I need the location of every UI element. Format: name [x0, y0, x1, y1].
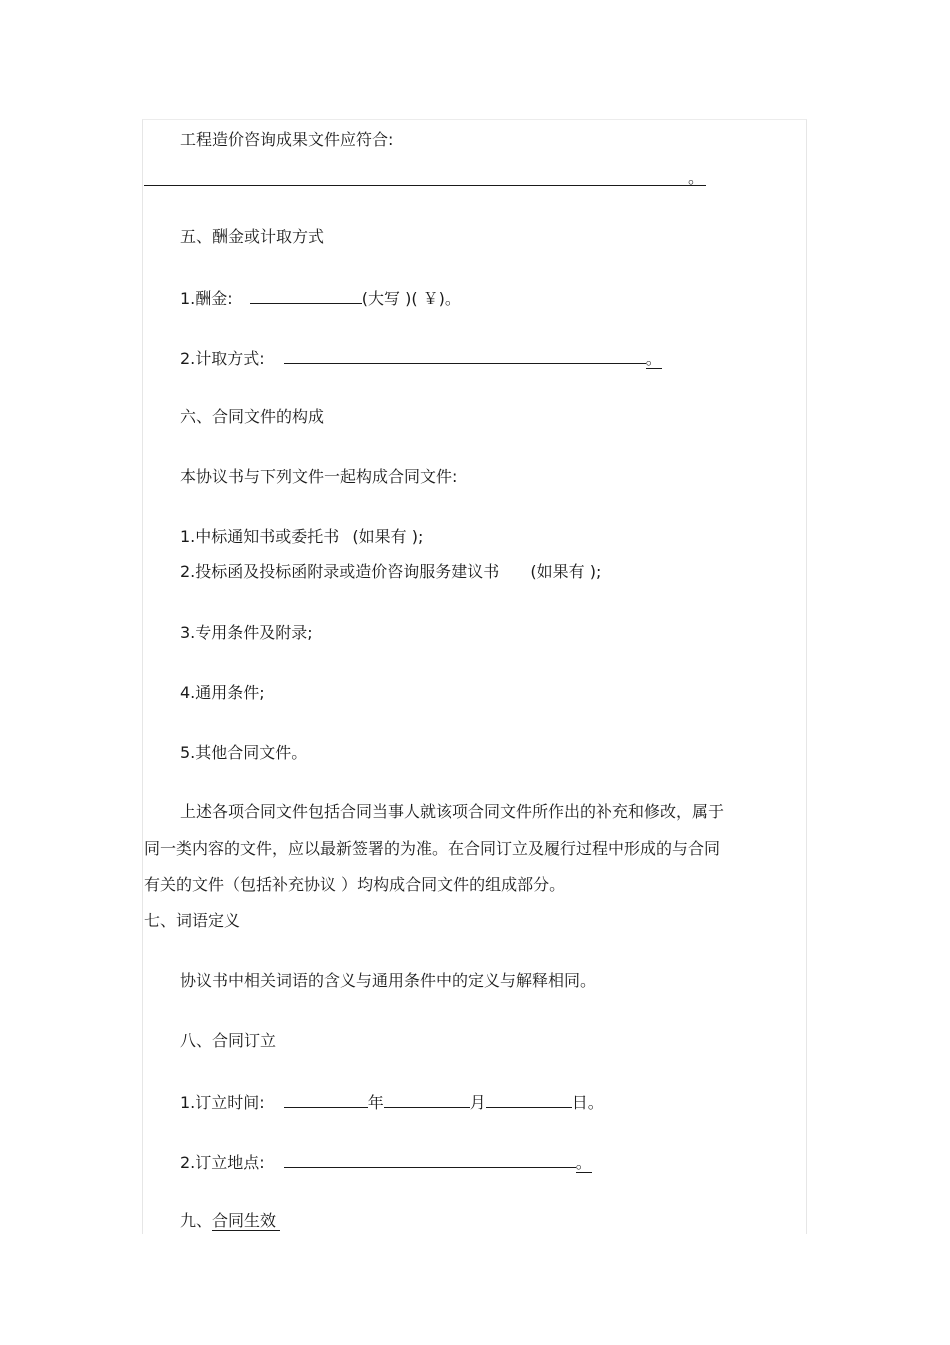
section-7-text: 协议书中相关词语的含义与通用条件中的定义与解释相同。 [180, 971, 597, 990]
sign-time-label: 1.订立时间: [180, 1093, 265, 1112]
list-item-2 [180, 562, 601, 582]
place-end: 。 [575, 1153, 592, 1172]
conformance-blank[interactable] [144, 166, 706, 186]
fee-blank[interactable] [250, 287, 362, 304]
section-7-title: 七、词语定义 [144, 911, 241, 930]
list-item-4: 4.通用条件; [180, 683, 265, 702]
day-label: 日。 [571, 1093, 604, 1112]
paragraph-line-2: 同一类内容的文件，应以最新签署的为准。在合同订立及履行过程中形成的与合同 [144, 839, 721, 858]
month-blank[interactable] [384, 1091, 470, 1108]
sign-place-line [180, 1151, 592, 1173]
list-item-2-note: (如果有 ); [530, 562, 602, 581]
month-label: 月 [469, 1093, 486, 1112]
year-blank[interactable] [284, 1091, 368, 1108]
conformance-line: 工程造价咨询成果文件应符合: [180, 130, 394, 149]
calc-end: 。 [645, 349, 662, 368]
section-8-title: 八、合同订立 [180, 1031, 277, 1050]
section-6-title: 六、合同文件的构成 [180, 407, 325, 426]
day-blank[interactable] [486, 1091, 572, 1108]
sign-place-label: 2.订立地点: [180, 1153, 265, 1172]
conformance-end: 。 [687, 168, 704, 187]
list-item-1-text: 1.中标通知书或委托书 [180, 527, 340, 546]
section-9-prefix: 九、 [180, 1211, 213, 1230]
list-item-1 [180, 527, 423, 547]
paragraph-line-1: 上述各项合同文件包括合同当事人就该项合同文件所作出的补充和修改，属于 [180, 802, 725, 821]
list-item-5: 5.其他合同文件。 [180, 743, 308, 762]
fee-label: 1.酬金: [180, 289, 233, 308]
section-9-name: 合同生效 [212, 1211, 280, 1231]
section-6-intro: 本协议书与下列文件一起构成合同文件: [180, 467, 458, 486]
section-9-title [180, 1211, 280, 1231]
fee-suffix: (大写 )( ￥)。 [361, 289, 461, 308]
list-item-1-note: (如果有 ); [352, 527, 424, 546]
place-blank[interactable] [284, 1151, 576, 1168]
fee-line [180, 287, 461, 309]
paragraph-line-3: 有关的文件（包括补充协议 ）均构成合同文件的组成部分。 [144, 875, 566, 894]
sign-time-line [180, 1091, 604, 1113]
list-item-2-text: 2.投标函及投标函附录或造价咨询服务建议书 [180, 562, 500, 581]
calc-line [180, 347, 662, 369]
calc-label: 2.计取方式: [180, 349, 265, 368]
year-label: 年 [367, 1093, 384, 1112]
calc-blank[interactable] [284, 347, 646, 364]
list-item-3: 3.专用条件及附录; [180, 623, 313, 642]
section-5-title: 五、酬金或计取方式 [180, 227, 325, 246]
